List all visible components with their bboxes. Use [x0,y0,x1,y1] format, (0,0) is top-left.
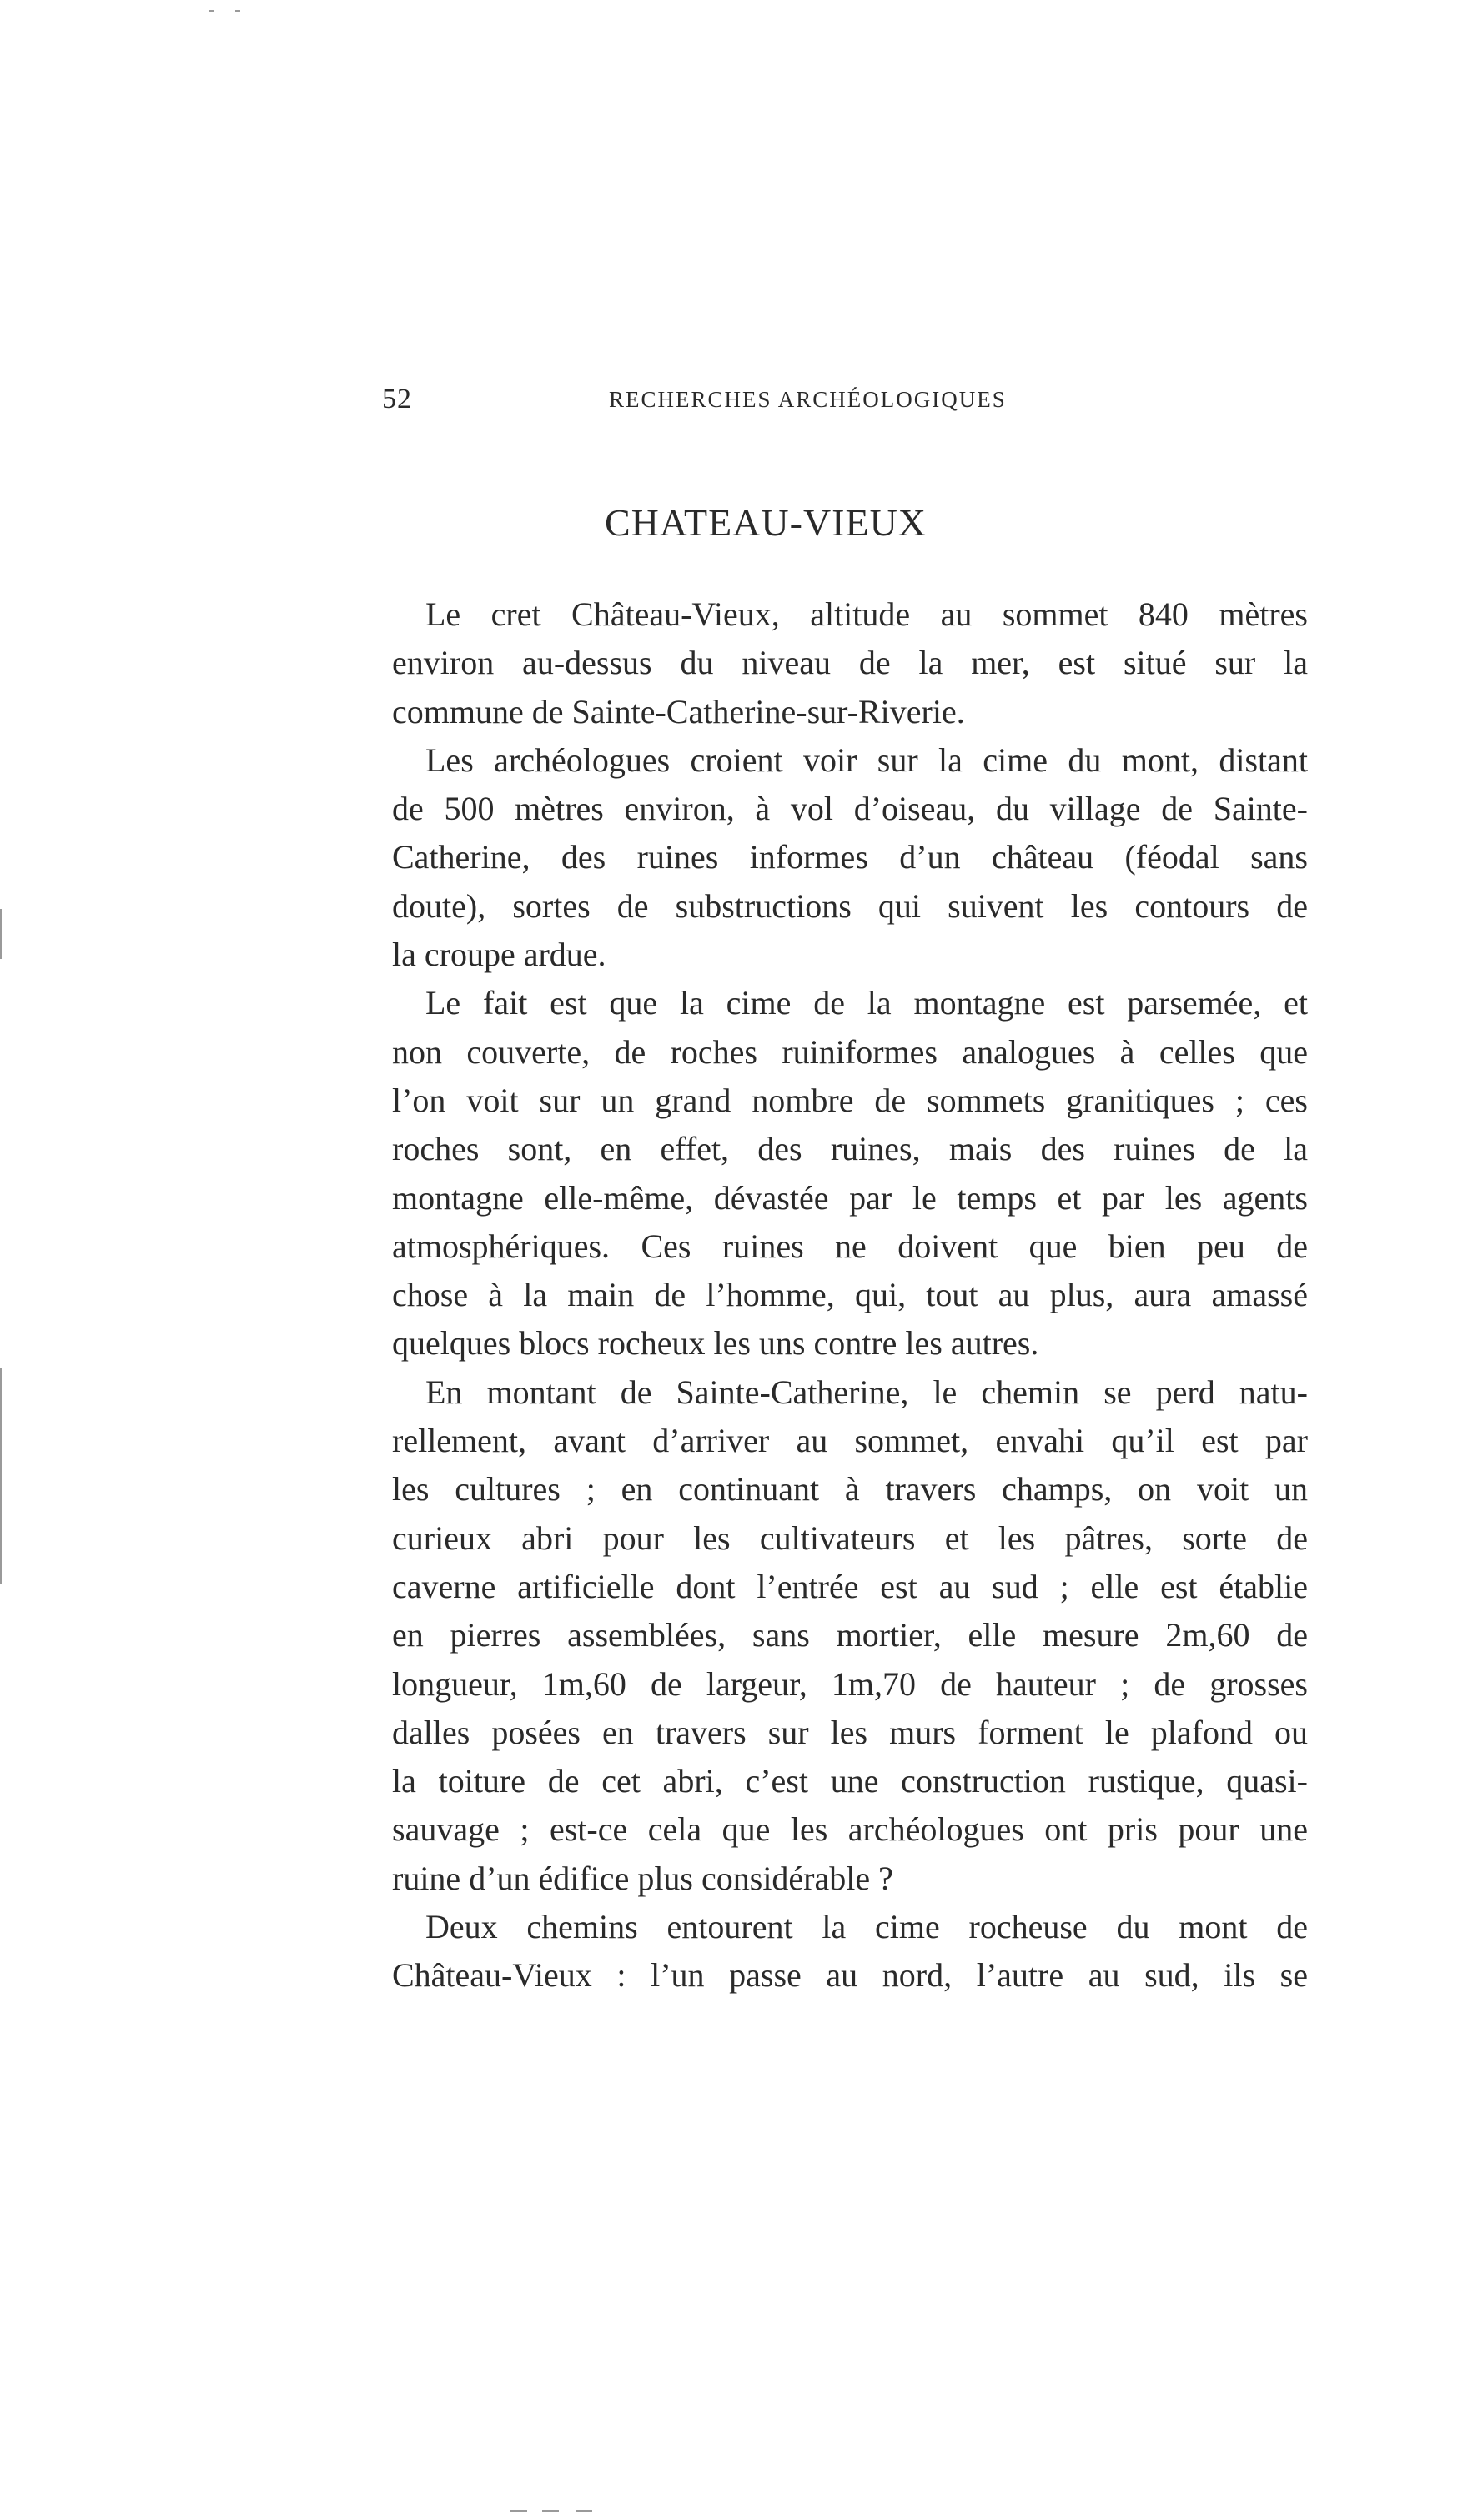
text-line: quelques blocs rocheux les uns contre les autres. [392,1324,1039,1363]
page-header [382,384,1308,434]
text-line: non couverte, de roches ruiniformes analogues à celles que [392,1032,1308,1071]
text-line: les cultures ; en continuant à travers champs, on voit un [392,1470,1308,1508]
text-line: Catherine, des ruines informes d’un château (féodal sans [392,838,1308,876]
page-number: 52 [382,384,412,414]
scan-edge-mark [0,909,2,959]
chapter-title: CHATEAU-VIEUX [604,501,928,544]
text-line: chose à la main de l’homme, qui, tout au plus, aura amassé [392,1276,1308,1314]
text-line: dalles posées en travers sur les murs forment le plafond ou [392,1713,1308,1751]
text-line: sauvage ; est-ce cela que les archéologues ont pris pour une [392,1810,1308,1849]
text-line: Le cret Château-Vieux, altitude au sommet 840 mètres [425,595,1308,633]
text-line: la croupe ardue. [392,936,606,974]
text-line: ruine d’un édifice plus considérable ? [392,1859,893,1897]
text-line: longueur, 1m,60 de largeur, 1m,70 de hauteur ; de grosses [392,1664,1308,1703]
text-line: doute), sortes de substructions qui suivent les contours de [392,886,1308,925]
text-line: rellement, avant d’arriver au sommet, envahi qu’il est par [392,1422,1308,1460]
text-line: roches sont, en effet, des ruines, mais des ruines de la [392,1130,1308,1168]
scan-edge-mark [510,2510,527,2512]
scan-edge-mark [576,2510,592,2512]
text-line: Les archéologues croient voir sur la cime du mont, distant [425,740,1308,779]
scan-edge-mark [209,10,214,12]
text-line: l’on voit sur un grand nombre de sommets granitiques ; ces [392,1081,1308,1119]
scan-edge-mark [542,2510,559,2512]
text-line: de 500 mètres environ, à vol d’oiseau, du village de Sainte- [392,790,1308,828]
text-line: montagne elle-même, dévastée par le temps et par les agents [392,1178,1308,1217]
scan-edge-mark [0,1368,2,1584]
text-line: Le fait est que la cime de la montagne est parsemée, et [425,984,1308,1022]
text-line: caverne artificielle dont l’entrée est au sud ; elle est établie [392,1567,1308,1605]
text-line: curieux abri pour les cultivateurs et les pâtres, sorte de [392,1519,1308,1557]
text-line: Deux chemins entourent la cime rocheuse du mont de [425,1908,1308,1946]
text-line: En montant de Sainte-Catherine, le chemin se perd natu- [425,1373,1308,1411]
body-text [392,590,1308,2000]
text-line: environ au-dessus du niveau de la mer, est situé sur la [392,644,1308,682]
text-line: commune de Sainte-Catherine-sur-Riverie. [392,692,965,730]
text-line: en pierres assemblées, sans mortier, elle mesure 2m,60 de [392,1616,1308,1654]
scan-edge-mark [235,10,240,12]
text-line: atmosphériques. Ces ruines ne doivent que bien peu de [392,1227,1308,1265]
running-head: RECHERCHES ARCHÉOLOGIQUES [609,387,1007,412]
text-line: Château-Vieux : l’un passe au nord, l’autre au sud, ils se [392,1956,1308,1995]
text-line: la toiture de cet abri, c’est une construction rustique, quasi- [392,1762,1308,1800]
